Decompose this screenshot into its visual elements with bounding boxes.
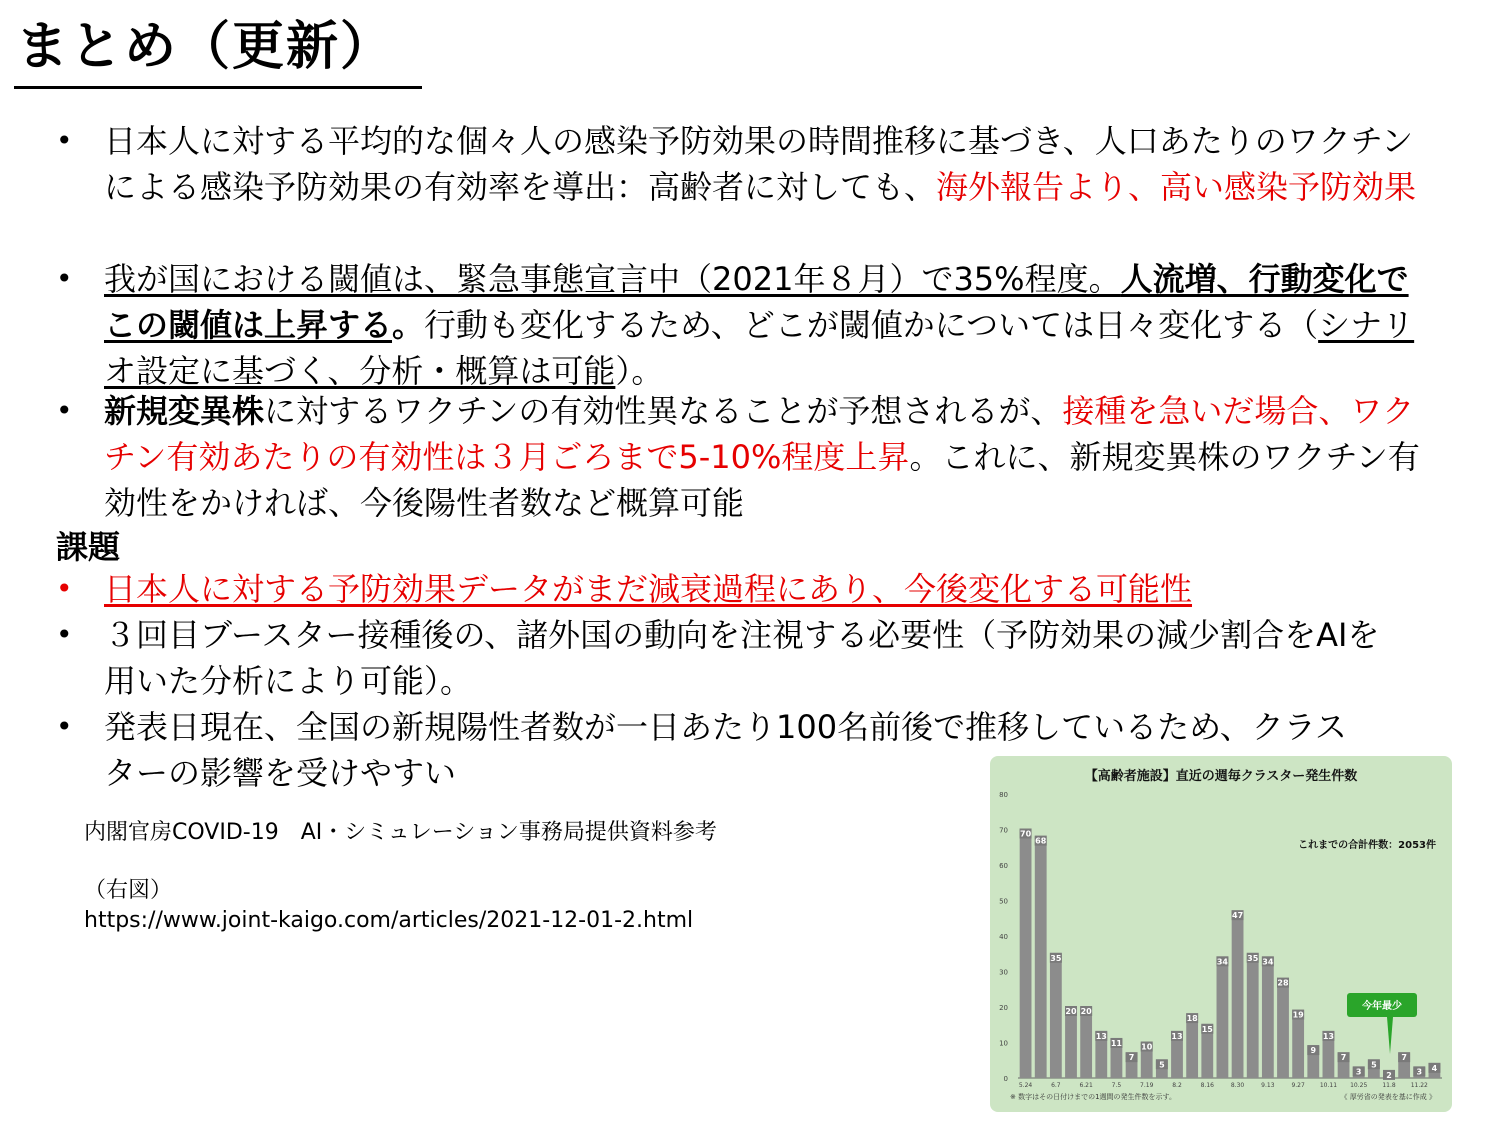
- chart-bar: [1035, 837, 1047, 1078]
- text-segment: ３回目ブースター接種後の、諸外国の動向を注視する必要性（予防効果の減少割合をAIを用いた分析により可能）。: [104, 616, 1380, 700]
- chart-bar: [1262, 957, 1274, 1078]
- text-segment: 日本人に対する平均的な個々人の感染予防効果の時間推移に基づき、人口あたりのワクチンによる感染予防効果の有効率を導出：高齢者に対しても、: [104, 122, 1414, 206]
- text-segment: ）。: [615, 352, 664, 390]
- chart-bar: [1080, 1007, 1092, 1078]
- bar-value-label: 10: [1141, 1042, 1153, 1052]
- issue-text: [104, 566, 1436, 612]
- text-segment: 。これに、新規変異株のワクチン有効性をかければ、今後陽性者数など概算可能: [104, 438, 1420, 522]
- chart-bar: [1277, 979, 1289, 1078]
- chart-bar: [1292, 1011, 1304, 1078]
- x-tick-label: 7.19: [1140, 1082, 1154, 1089]
- cluster-chart-svg: [990, 756, 1452, 1112]
- bar-value-label: 34: [1262, 957, 1274, 967]
- bar-value-label: 15: [1201, 1024, 1213, 1034]
- bullet-item-2: [56, 256, 1436, 394]
- bar-value-label: 35: [1050, 953, 1062, 963]
- text-segment: 我が国における閾値は、緊急事態宣言中（2021年８月）で35%程度。: [104, 260, 1121, 298]
- bar-value-label: 9: [1310, 1046, 1317, 1056]
- source-url[interactable]: https://www.joint-kaigo.com/articles/2021-12-01-2.html: [84, 908, 694, 933]
- bar-value-label: 20: [1065, 1007, 1077, 1016]
- chart-bar: [1186, 1014, 1198, 1078]
- y-tick-label: 80: [999, 791, 1008, 799]
- bar-value-label: 28: [1277, 978, 1289, 988]
- x-tick-label: 8.2: [1172, 1082, 1182, 1089]
- chart-bar: [1247, 954, 1259, 1078]
- text-segment: 。: [392, 306, 425, 344]
- bullet-marker: •: [56, 618, 73, 651]
- chart-bar: [1065, 1007, 1077, 1078]
- x-tick-label: 11.22: [1410, 1082, 1428, 1089]
- chart-footnote-right: 《 厚労省の発表を基に作成 》: [1340, 1093, 1436, 1101]
- x-tick-label: 6.7: [1051, 1082, 1061, 1089]
- x-tick-label: 8.16: [1200, 1082, 1214, 1089]
- bullet-marker: •: [56, 710, 73, 743]
- x-tick-label: 10.25: [1350, 1082, 1368, 1089]
- bar-value-label: 34: [1216, 957, 1228, 967]
- x-tick-label: 9.27: [1291, 1082, 1305, 1089]
- y-tick-label: 20: [999, 1004, 1008, 1012]
- text-segment: 行動も変化するため、どこが閾値かについては日々変化する（: [424, 306, 1319, 344]
- issue-text: [104, 612, 1394, 704]
- bar-value-label: 13: [1171, 1031, 1183, 1041]
- callout-label: 今年最少: [1362, 1001, 1402, 1012]
- bullet-text: [104, 256, 1436, 394]
- text-segment: 発表日現在、全国の新規陽性者数が一日あたり100名前後で推移しているため、クラスターの影響を受けやすい: [104, 708, 1347, 792]
- bullet-marker: •: [56, 572, 73, 605]
- y-tick-label: 10: [999, 1039, 1008, 1048]
- bullet-marker: •: [56, 394, 73, 427]
- text-segment: 接種を急いだ場合、ワクチン有効あたりの有効性は３月ごろまで5-10%程度上昇: [104, 392, 1415, 476]
- bullet-marker: •: [56, 262, 73, 295]
- chart-bar: [1232, 911, 1244, 1078]
- x-tick-label: 6.21: [1079, 1082, 1093, 1089]
- bullet-text: [104, 388, 1436, 526]
- y-tick-label: 40: [999, 933, 1008, 941]
- x-tick-label: 8.30: [1230, 1082, 1245, 1089]
- chart-title: 【高齢者施設】直近の週毎クラスター発生件数: [1084, 769, 1358, 784]
- issues-heading: 課題: [56, 528, 121, 566]
- source-figure-label: （右図）: [84, 878, 173, 903]
- chart-subtitle: これまでの合計件数：2053件: [1298, 840, 1436, 851]
- y-tick-label: 60: [999, 862, 1008, 870]
- x-tick-label: 10.11: [1319, 1082, 1338, 1089]
- chart-bar: [1020, 830, 1032, 1079]
- bar-value-label: 70: [1020, 829, 1032, 839]
- y-tick-label: 70: [999, 826, 1008, 835]
- bullet-item-1: [56, 118, 1436, 210]
- issue-item-2: [56, 612, 1436, 704]
- callout-pointer: [1387, 1017, 1393, 1054]
- bar-value-label: 2: [1386, 1070, 1392, 1080]
- bar-value-label: 4: [1431, 1063, 1438, 1073]
- x-tick-label: 9.13: [1261, 1082, 1275, 1089]
- bullet-item-3: [56, 388, 1436, 526]
- bar-value-label: 47: [1232, 911, 1244, 921]
- text-segment: 日本人に対する予防効果データがまだ減衰過程にあり、今後変化する可能性: [104, 570, 1193, 608]
- bar-value-label: 68: [1035, 836, 1047, 846]
- text-segment: 海外報告より、高い感染予防効果: [936, 168, 1417, 206]
- page-title: まとめ（更新）: [16, 17, 395, 77]
- bar-value-label: 3: [1416, 1067, 1423, 1077]
- cluster-chart: [990, 756, 1452, 1112]
- issue-item-1: [56, 566, 1436, 612]
- bar-value-label: 13: [1322, 1031, 1334, 1041]
- bar-value-label: 5: [1371, 1060, 1377, 1070]
- bar-value-label: 7: [1340, 1053, 1347, 1063]
- text-segment: に対するワクチンの有効性異なることが予想されるが、: [264, 392, 1063, 430]
- bar-value-label: 18: [1186, 1014, 1198, 1024]
- x-tick-label: 7.5: [1111, 1082, 1122, 1089]
- chart-footnote-left: ※ 数字はその日付けまでの1週間の発生件数を示す。: [1010, 1093, 1176, 1101]
- bullet-marker: •: [56, 124, 73, 157]
- x-tick-label: 11.8: [1382, 1082, 1396, 1089]
- text-segment: シナリオ設定に基づく、分析・概算は可能: [104, 306, 1415, 390]
- bar-value-label: 20: [1080, 1007, 1092, 1016]
- bar-value-label: 7: [1128, 1053, 1135, 1063]
- bar-value-label: 3: [1355, 1067, 1362, 1077]
- title-underline: [14, 86, 422, 89]
- bar-value-label: 35: [1247, 953, 1259, 963]
- source-credit: 内閣官房COVID-19 AI・シミュレーション事務局提供資料参考: [84, 820, 717, 845]
- x-tick-label: 5.24: [1018, 1082, 1033, 1089]
- bar-value-label: 7: [1401, 1053, 1407, 1063]
- bar-value-label: 5: [1159, 1060, 1165, 1070]
- bar-value-label: 11: [1110, 1038, 1122, 1048]
- chart-bar: [1050, 954, 1062, 1078]
- y-tick-label: 50: [999, 897, 1008, 906]
- y-tick-label: 0: [1003, 1075, 1008, 1083]
- chart-bar: [1217, 957, 1229, 1078]
- text-segment: 人流増、行動変化でこの閾値は上昇する: [104, 260, 1409, 344]
- y-tick-label: 30: [999, 968, 1008, 977]
- bar-value-label: 19: [1292, 1010, 1304, 1020]
- text-segment: 新規変異株: [104, 392, 265, 430]
- bullet-text: [104, 118, 1436, 210]
- bar-value-label: 13: [1095, 1031, 1107, 1041]
